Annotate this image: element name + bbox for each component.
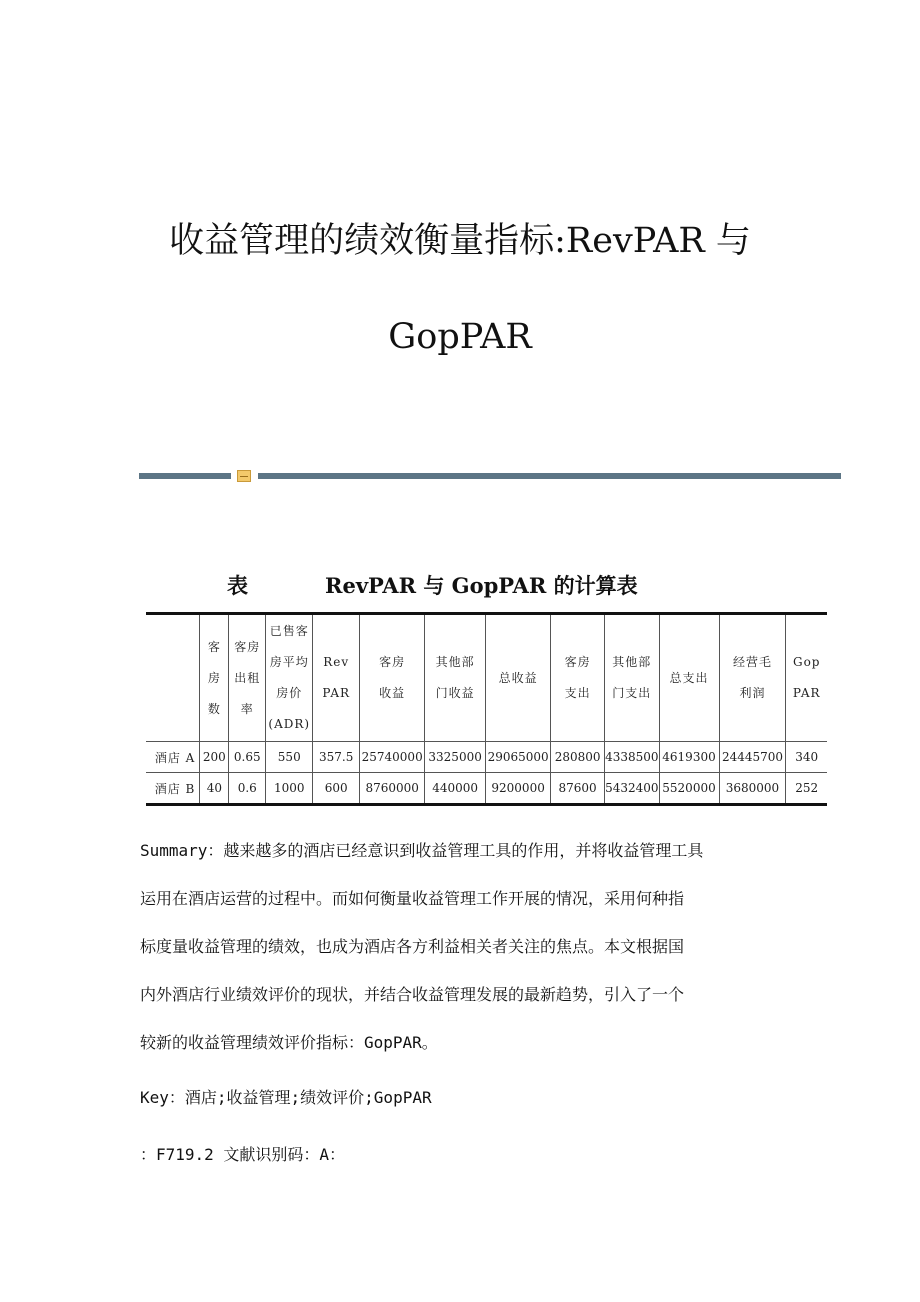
- table-cell: 29065000: [486, 742, 551, 773]
- row-label: 酒店 B: [146, 773, 200, 805]
- document-title-line1: 收益管理的绩效衡量指标:RevPAR 与: [169, 221, 751, 261]
- header-room-expense: 客房 支出: [551, 614, 605, 742]
- table-cell: 8760000: [360, 773, 425, 805]
- table-cell: 440000: [425, 773, 486, 805]
- header-adr: 已售客 房平均 房价 (ADR): [266, 614, 313, 742]
- table-cell: 9200000: [486, 773, 551, 805]
- header-goppar: Gop PAR: [786, 614, 827, 742]
- table-cell: 4619300: [659, 742, 719, 773]
- table-caption-label: 表: [227, 573, 248, 598]
- table-cell: 40: [200, 773, 229, 805]
- table-cell: 3325000: [425, 742, 486, 773]
- header-rooms: 客 房 数: [200, 614, 229, 742]
- summary-paragraph: [140, 827, 800, 1067]
- table-cell: 200: [200, 742, 229, 773]
- document-title-line2: GopPAR: [388, 317, 532, 357]
- summary-line: Summary：越来越多的酒店已经意识到收益管理工具的作用，并将收益管理工具: [140, 841, 704, 860]
- header-room-revenue: 客房 收益: [360, 614, 425, 742]
- keywords-line: Key：酒店;收益管理;绩效评价;GopPAR: [140, 1088, 432, 1107]
- summary-line: 运用在酒店运营的过程中。而如何衡量收益管理工作开展的情况，采用何种指: [140, 889, 685, 908]
- section-divider: [139, 470, 841, 482]
- table-cell: 87600: [551, 773, 605, 805]
- table-caption-title: RevPAR 与 GopPAR 的计算表: [325, 573, 638, 598]
- row-label: 酒店 A: [146, 742, 200, 773]
- divider-bar-right: [258, 473, 841, 479]
- revpar-goppar-table: [146, 612, 827, 806]
- classification-line: ：F719.2 文献识别码：A：: [140, 1145, 346, 1164]
- header-total-revenue: 总收益: [486, 614, 551, 742]
- table-header-row: [146, 614, 827, 742]
- table-cell: 5520000: [659, 773, 719, 805]
- table-cell: 0.6: [229, 773, 266, 805]
- table-cell: 24445700: [719, 742, 786, 773]
- header-other-expense: 其他部 门支出: [605, 614, 659, 742]
- summary-line: 标度量收益管理的绩效，也成为酒店各方利益相关者关注的焦点。本文根据国: [140, 937, 685, 956]
- header-occupancy: 客房 出租 率: [229, 614, 266, 742]
- header-corner: [146, 614, 200, 742]
- table-cell: 340: [786, 742, 827, 773]
- table-cell: 3680000: [719, 773, 786, 805]
- table-cell: 357.5: [313, 742, 360, 773]
- summary-line: 较新的收益管理绩效评价指标：GopPAR。: [140, 1033, 438, 1052]
- table-caption: [147, 570, 827, 600]
- header-total-expense: 总支出: [659, 614, 719, 742]
- header-revpar: Rev PAR: [313, 614, 360, 742]
- header-other-revenue: 其他部 门收益: [425, 614, 486, 742]
- table-cell: 0.65: [229, 742, 266, 773]
- table-cell: 280800: [551, 742, 605, 773]
- divider-bar-left: [139, 473, 231, 479]
- header-gross-profit: 经营毛 利润: [719, 614, 786, 742]
- table-cell: 1000: [266, 773, 313, 805]
- table-cell: 550: [266, 742, 313, 773]
- envelope-icon: [237, 470, 251, 482]
- table-row: [146, 742, 827, 773]
- table-row: [146, 773, 827, 805]
- table-cell: 25740000: [360, 742, 425, 773]
- summary-line: 内外酒店行业绩效评价的现状，并结合收益管理发展的最新趋势，引入了一个: [140, 985, 685, 1004]
- table-cell: 252: [786, 773, 827, 805]
- table-cell: 4338500: [605, 742, 659, 773]
- table-cell: 5432400: [605, 773, 659, 805]
- table-cell: 600: [313, 773, 360, 805]
